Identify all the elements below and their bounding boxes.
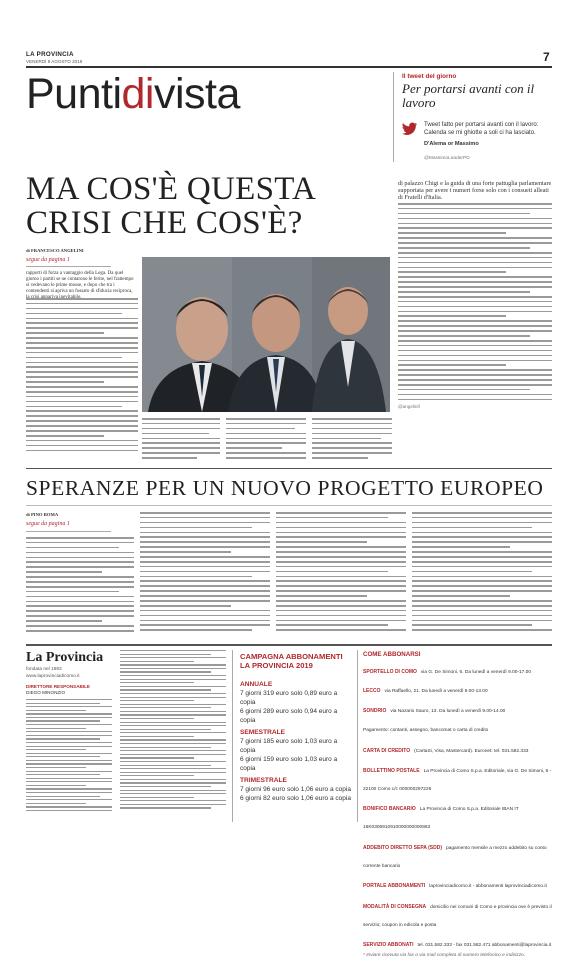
how-item xyxy=(363,874,553,892)
how-item xyxy=(363,933,553,951)
how-item xyxy=(363,836,553,872)
how-title: COME ABBONARSI xyxy=(363,651,421,658)
article2-col2-text xyxy=(140,512,270,637)
footer-director: DIEGO MINONZIO xyxy=(26,690,66,695)
price-annual-7: 7 giorni 319 euro solo 0,89 euro a copia xyxy=(240,690,338,706)
article1-col2-text xyxy=(142,418,220,462)
how-item xyxy=(363,739,553,757)
how-item-head: LECCO xyxy=(363,688,381,695)
section-title-vista: vista xyxy=(153,70,240,118)
tweet-author: D'Alema or Massimo xyxy=(424,141,479,147)
how-item-head: SONDRIO xyxy=(363,707,387,714)
how-item-text: via Raffaello, 21. Da lunedì a venerdì 9.00-13.00 xyxy=(384,689,488,695)
footer-credits-col1 xyxy=(26,699,112,819)
footer-separator xyxy=(26,644,552,646)
tweet-bird-icon xyxy=(402,122,418,136)
article1-photo xyxy=(142,257,390,412)
article-separator xyxy=(26,468,552,469)
article1-continued: segue da pagina 1 xyxy=(26,257,70,263)
masthead-paper: LA PROVINCIA xyxy=(26,51,74,58)
how-item-text: pagamento mensile a mezzo addebito su conto corrente bancario xyxy=(363,845,547,869)
section-title-di: di xyxy=(121,70,154,118)
how-item-text: (CartaSi, Visa, Mastercard). Euronet: tel. 031.582.333 xyxy=(414,748,529,754)
article2-col4-text xyxy=(412,512,552,637)
article1-col3-text xyxy=(226,418,306,462)
how-item-head: ADDEBITO DIRETTO SEPA (SDD) xyxy=(363,844,442,851)
article1-headline: MA COS'È QUESTA CRISI CHE COS'È? xyxy=(26,171,315,241)
how-item-text: La Provincia di Como S.p.a. Editoriale IBAN IT 16K0306910910000000000863 xyxy=(363,807,519,831)
footer-site: www.laprovinciadicomo.it xyxy=(26,674,80,679)
how-item-text: tel. 031.582.333 - fax 031.582.471 abbonamenti@laprovincia.it xyxy=(417,942,552,948)
price-quarter-6: 6 giorni 82 euro solo 1,06 euro a copia xyxy=(240,795,351,802)
how-item-text: via Nazario Sauro, 13. Da lunedì a venerdì 9.00-14.00 xyxy=(390,708,506,714)
article1-byline: di FRANCESCO ANGELINI xyxy=(26,248,84,253)
article2-headline-rule xyxy=(26,505,552,506)
price-semester-7: 7 giorni 185 euro solo 1,03 euro a copia xyxy=(240,738,338,754)
how-item xyxy=(363,797,553,833)
article2-col1-text xyxy=(26,537,134,637)
tweet-title: Per portarsi avanti con il lavoro xyxy=(402,81,535,110)
price-period-annual: ANNUALE xyxy=(240,681,273,688)
section-title xyxy=(26,70,240,118)
price-block-semester xyxy=(240,728,352,773)
article2-byline: di PINO ROMA xyxy=(26,512,59,517)
how-item-text: domicilio nei comuni di Como e provincia ove è previsto il servizio; coupon in edicola e posta xyxy=(363,904,552,928)
article1-byline-rule xyxy=(26,266,111,267)
footer-logo: La Provincia xyxy=(26,650,104,665)
how-disclaimer: * Inviare ricevuta via fax o via mail completa di numero telefonico e indirizzo. xyxy=(363,953,526,959)
article1-col1-lead: rapporti di forza a vantaggio della Lega. Da quel giorno i partiti se ne contarono le ferite, nel frattempo si vedevano le prime mosse, e dopo che tra i contendenti si apriva un fossato di sfiducia reciproca, xyxy=(26,271,134,294)
header-rule xyxy=(26,66,552,68)
how-item-head: CARTA DI CREDITO xyxy=(363,747,411,754)
tweet-kicker: Il tweet del giorno xyxy=(402,73,457,80)
article2-headline: SPERANZE PER UN NUOVO PROGETTO EUROPEO xyxy=(26,476,544,500)
how-item-text: laprovinciadicomo.it - abbonamenti laprovinciadicomo.it xyxy=(429,884,547,890)
how-item xyxy=(363,895,553,931)
how-item-text: via G. De Simoni, 6. Da lunedì a venerdì 9.00-17.00 xyxy=(420,670,532,675)
how-item-head: SPORTELLO DI COMO xyxy=(363,669,417,675)
footer-divider-2 xyxy=(357,650,358,822)
how-item-head: MODALITÀ DI CONSEGNA xyxy=(363,903,427,910)
article2-col3-text xyxy=(276,512,406,637)
footer-credits-col2 xyxy=(120,650,226,820)
how-item-head: BOLLETTINO POSTALE xyxy=(363,767,420,774)
how-item-text: La Provincia di Como S.p.a. Editoriale, via G. De Simoni, 6 - 22100 Como c/c 000000297226 xyxy=(363,768,552,792)
article2-byline-rule xyxy=(26,531,111,532)
price-block-annual xyxy=(240,680,352,725)
footer-divider-1 xyxy=(232,650,233,822)
how-item-head: SERVIZIO ABBONATI xyxy=(363,941,414,948)
article1-right-col-text xyxy=(398,203,552,401)
how-to-subscribe xyxy=(363,651,553,959)
footer-founded: fondata nel 1892 xyxy=(26,667,62,672)
how-item xyxy=(363,759,553,795)
tweet-text: Tweet fatto per portarsi avanti con il lavoro: Calenda se mi ghiotte a soli ci ha lasciato. xyxy=(424,122,539,136)
price-semester-6: 6 giorni 159 euro solo 1,03 euro a copia xyxy=(240,756,338,772)
article1-social: @angelinif xyxy=(398,404,420,409)
campaign-title: CAMPAGNA ABBONAMENTI LA PROVINCIA 2019 xyxy=(240,652,343,671)
masthead-date: VENERDÌ 9 AGOSTO 2019 xyxy=(26,59,83,64)
tweet-handle: @MassimoLeaderPD xyxy=(424,156,470,161)
tweet-divider xyxy=(393,72,394,162)
how-item-head: BONIFICO BANCARIO xyxy=(363,806,416,813)
article2-continued: segue da pagina 1 xyxy=(26,521,70,527)
price-quarter-7: 7 giorni 96 euro solo 1,06 euro a copia xyxy=(240,786,351,793)
price-period-semester: SEMESTRALE xyxy=(240,729,286,736)
price-block-quarter xyxy=(240,776,352,803)
section-title-punti: Punti xyxy=(26,70,122,118)
page-number: 7 xyxy=(543,50,550,64)
article1-right-lead: di palazzo Chigi e la guida di una forte pattuglia parlamentare supportata per avere i numeri forse solo con i consueti alleati di Fratelli d'Italia. xyxy=(398,180,552,202)
article1-col4-text xyxy=(312,418,392,462)
price-annual-6: 6 giorni 289 euro solo 0,94 euro a copia xyxy=(240,708,338,724)
how-item xyxy=(363,660,553,678)
how-item xyxy=(363,718,553,736)
how-item-head: PORTALE ABBONAMENTI xyxy=(363,883,426,890)
price-period-quarter: TRIMESTRALE xyxy=(240,777,287,784)
how-item xyxy=(363,699,553,717)
how-item xyxy=(363,679,553,697)
footer-director-label: DIRETTORE RESPONSABILE xyxy=(26,684,90,689)
how-item-text: Pagamento: contanti, assegno, bancomat o carta di credito xyxy=(363,728,489,734)
article1-col1-text xyxy=(26,298,138,458)
